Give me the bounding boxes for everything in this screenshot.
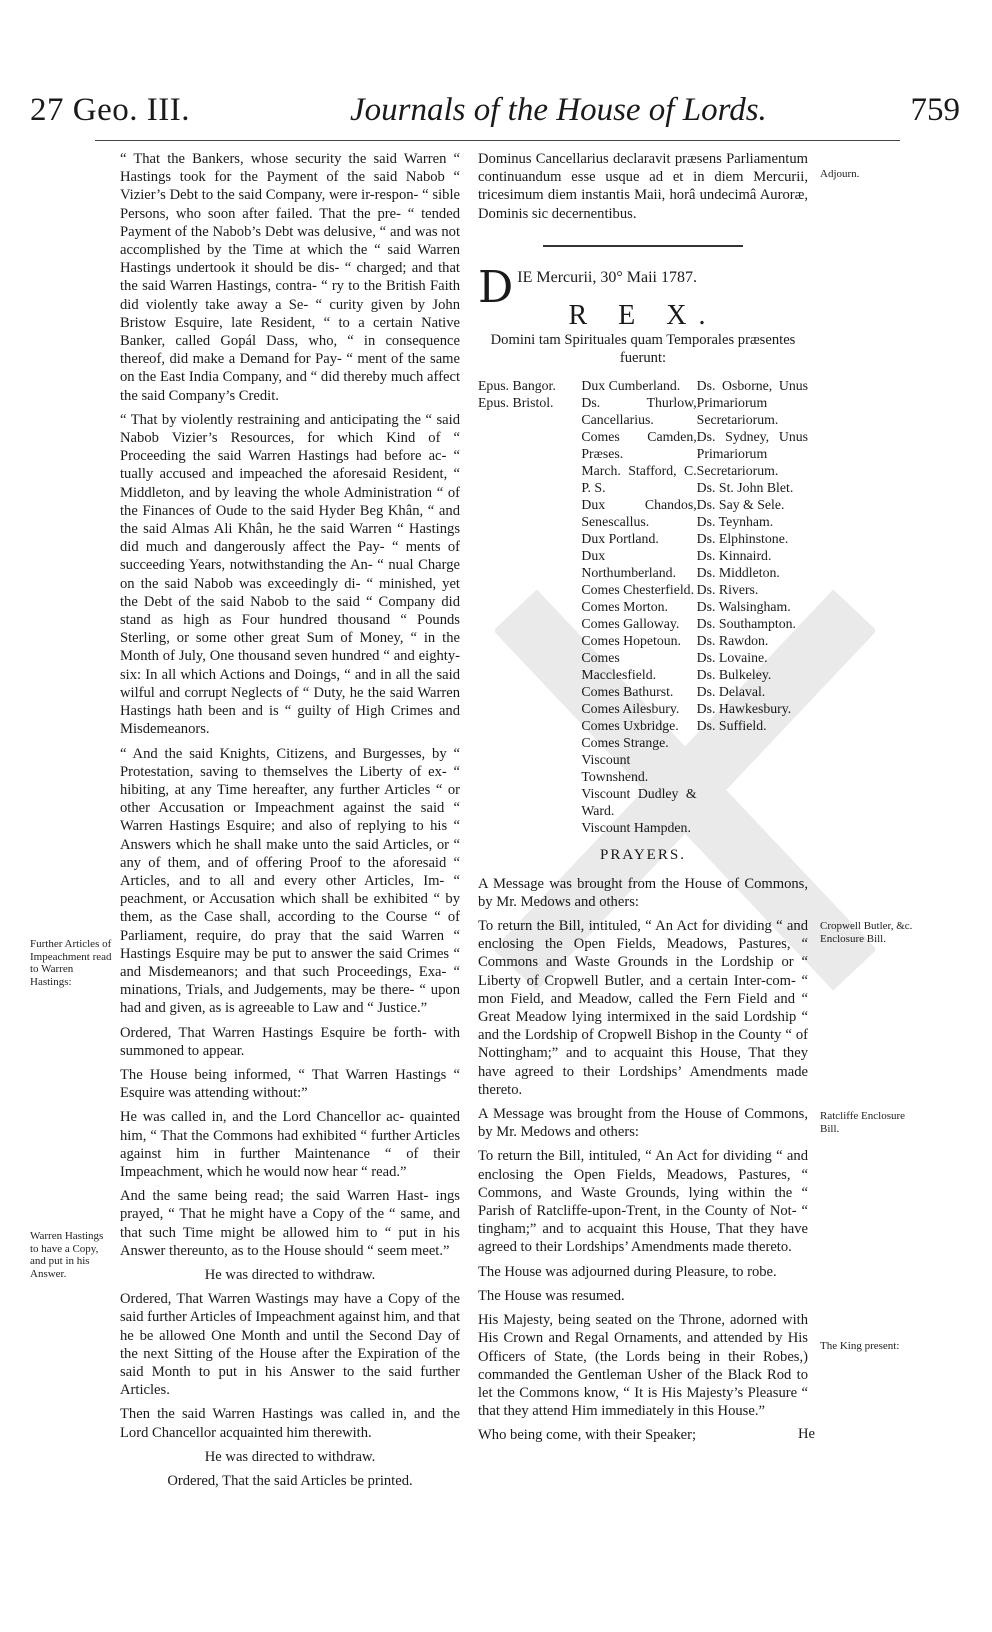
- paragraph-speaker: Who being come, with their Speaker;: [478, 1427, 697, 1444]
- attendance-entry: Viscount Townshend.: [581, 752, 649, 785]
- paragraph-king-present: His Majesty, being seated on the Throne, adorned with His Crown and Regal Ornaments, and attended by His Officers of State, (the Lords being in their Robes,) commanded the Gentleman Usher of the Black Rod to let the Commons know, “ It is His Majesty’s Pleasure “ that they attend Him immediately in this House.”: [478, 1312, 808, 1420]
- attendance-entry: March. Stafford, C. P. S.: [581, 463, 697, 496]
- paragraph-protestation: “ And the said Knights, Citizens, and Burgesses, by “ Protestation, saving to themselves the Liberty of ex- “ hibiting, at any Time hereafter, any further Articles “ or other Accusation or Impeachment against the said “ Warren Hastings Esquire; and also of replying to his “ Answers which he shall make unto the said Articles, or “ any of them, and of offering Proof to the aforesaid “ Articles, and to all and every other Articles, Im- “ peachment, or Accusation which shall be exhibited “ by them, as the Case shall, according to the Course “ of Parliament, require, do pray that the said Warren “ Hastings Esquire may be put to answer the said Crimes “ and Misdemeanors; and that such Proceedings, Exa- “ minations, Trials, and Judgements, may be there- “ upon had and given, as is agreeable to Law and “ Justice.”: [120, 745, 460, 1017]
- paragraph-copy-ordered: Ordered, That Warren Wastings may have a Copy of the said further Articles of Impeachment against him, and that he be allowed One Month and until the Second Day of the next Sitting of the House after the Expiration of the said Month to put in his Answer to the said further Articles.: [120, 1291, 461, 1399]
- margin-note-cropwell: Cropwell Butler, &c. Enclosure Bill.: [820, 920, 913, 945]
- attendance-barons: [697, 377, 808, 836]
- attendance-entry: Viscount Dudley & Ward.: [581, 786, 697, 819]
- rex-heading: R E X.: [568, 299, 718, 331]
- attendance-entry: Ds. Southampton.: [696, 616, 796, 632]
- paragraph-message-1: A Message was brought from the House of Commons, by Mr. Medows and others:: [478, 875, 808, 910]
- attendance-entry: Ds. Suffield.: [696, 718, 767, 734]
- attendance-entry: Ds. Middleton.: [696, 565, 780, 581]
- page-number: 759: [910, 92, 960, 128]
- attendance-entry: Ds. Osborne, Unus Primariorum Secretariorum.: [696, 378, 808, 428]
- prayers-heading: PRAYERS.: [600, 847, 686, 864]
- header-rule: [95, 140, 900, 141]
- attendance-entry: Epus. Bristol.: [478, 395, 554, 411]
- paragraph-printed: Ordered, That the said Articles be printed.: [167, 1473, 413, 1490]
- attendance-entry: Ds. Hawkesbury.: [696, 701, 792, 717]
- section-rule: [543, 245, 743, 247]
- present-lords-heading: Domini tam Spirituales quam Temporales præsentes fuerunt:: [490, 332, 796, 367]
- attendance-entry: Ds. Delaval.: [696, 684, 766, 700]
- attendance-entry: Ds. Lovaine.: [696, 650, 768, 666]
- attendance-entry: Ds. Thurlow, Cancellarius.: [581, 395, 697, 428]
- attendance-entry: Comes Macclesfield.: [581, 650, 657, 683]
- attendance-entry: Comes Camden, Præses.: [581, 429, 697, 462]
- margin-note-adjourn: Adjourn.: [820, 168, 860, 180]
- attendance-bishops: [478, 377, 581, 836]
- attendance-entry: Comes Morton.: [581, 599, 668, 615]
- attendance-entry: Ds. Rawdon.: [696, 633, 769, 649]
- attendance-entry: Ds. Elphinstone.: [696, 531, 789, 547]
- attendance-entry: Dux Portland.: [581, 531, 659, 547]
- paragraph-called-in: He was called in, and the Lord Chancellor ac- quainted him, “ That the Commons had exhibited “ further Articles against him in further Maintenance “ of their Impeachment, which he would now hear “ read.”: [120, 1109, 460, 1180]
- right-column: [478, 150, 808, 1451]
- margin-note-further-articles: Further Articles of Impeachment read to Warren Hastings:: [30, 938, 112, 988]
- paragraph-withdraw-2: He was directed to withdraw.: [204, 1448, 376, 1465]
- attendance-entry: Comes Hopetoun.: [581, 633, 682, 649]
- page-header: [30, 92, 960, 142]
- attendance-entry: Epus. Bangor.: [478, 378, 556, 394]
- paragraph-summoned: Ordered, That Warren Hastings Esquire be forth- with summoned to appear.: [120, 1024, 460, 1059]
- attendance-entry: Viscount Hampden.: [581, 820, 691, 836]
- attendance-entry: Ds. Kinnaird.: [696, 548, 772, 564]
- paragraph-cropwell-bill: To return the Bill, intituled, “ An Act for dividing “ and enclosing the Open Fields, Meadows, Pastures, “ Commons and Waste Grounds in the Lordship or “ Liberty of Cropwell Butler, and a certain Inter-com- “ mon Field, and Meadow, called the Fern Field and “ Great Meadow lying intermixed in the said Lordship “ and the Lordship of Cropwell Bishop in the County “ of Nottingham;” and to acquaint this House, That they have agreed to their Lordships’ Amendments made thereto.: [478, 918, 808, 1098]
- attendance-entry: Ds. St. John Blet.: [696, 480, 794, 496]
- attendance-entry: Comes Strange.: [581, 735, 669, 751]
- attendance-entry: Comes Bathurst.: [581, 684, 674, 700]
- margin-note-king-present: The King present:: [820, 1340, 900, 1352]
- margin-note-ratcliffe: Ratcliffe Enclosure Bill.: [820, 1110, 906, 1135]
- paragraph-acquainted: Then the said Warren Hastings was called in, and the Lord Chancellor acquainted him therewith.: [120, 1406, 460, 1441]
- paragraph-withdraw-1: He was directed to withdraw.: [204, 1266, 376, 1283]
- attendance-entry: Ds. Say & Sele.: [696, 497, 785, 513]
- attendance-entry: Comes Uxbridge.: [581, 718, 679, 734]
- paragraph-ratcliffe-bill: To return the Bill, intituled, “ An Act for dividing “ and enclosing the Open Fields, Meadows, Pastures, “ Commons, and Waste Grounds, lying within the “ Parish of Ratcliffe-upon-Trent, in the County of Not- “ tingham;” and to acquaint this House, That they have agreed to their Lordships’ Amendments made thereto.: [478, 1148, 808, 1256]
- attendance-entry: Ds. Rivers.: [696, 582, 759, 598]
- date-heading: [478, 261, 808, 313]
- attendance-entry: Comes Chesterfield.: [581, 582, 695, 598]
- attendance-entry: Ds. Walsingham.: [696, 599, 791, 615]
- drop-cap: D: [478, 261, 514, 313]
- paragraph-prayed: And the same being read; the said Warren Hast- ings prayed, “ That he might have a Copy of the “ same, and that such Time might be allowed him to “ put in his Answer thereunto, as to the House should “ seem meet.”: [120, 1188, 460, 1259]
- paragraph-adjourned-robe: The House was adjourned during Pleasure, to robe.: [478, 1263, 777, 1280]
- attendance-entry: Ds. Bulkeley.: [696, 667, 772, 683]
- paragraph-adjourn: Dominus Cancellarius declaravit præsens Parliamentum continuandum esse usque ad et in diem Mercurii, tricesimum diem instantis Maii, horâ undecimâ Auroræ, Dominis sic decernentibus.: [478, 151, 808, 222]
- margin-note-copy-answer: Warren Hastings to have a Copy, and put in his Answer.: [30, 1230, 104, 1280]
- attendance-entry: Dux Chandos, Senescallus.: [581, 497, 697, 530]
- catchword: He: [798, 1426, 816, 1442]
- attendance-list: [478, 377, 808, 836]
- attendance-entry: Comes Galloway.: [581, 616, 680, 632]
- regnal-year: 27 Geo. III.: [30, 92, 190, 128]
- left-column: [120, 150, 460, 1496]
- attendance-entry: Dux Northumberland.: [581, 548, 677, 581]
- attendance-peers: [581, 377, 696, 836]
- paragraph-message-2: A Message was brought from the House of Commons, by Mr. Medows and others:: [478, 1106, 808, 1141]
- attendance-entry: Ds. Teynham.: [696, 514, 774, 530]
- date-text: IE Mercurii, 30° Maii 1787.: [517, 268, 697, 286]
- paragraph-bankers: “ That the Bankers, whose security the said Warren “ Hastings took for the Payment of the said Nabob “ Vizier’s Debt to the said Company, were ir-respon- “ sible Persons, who soon after failed. That the pre- “ tended Payment of the Nabob’s Debt was delusive, “ and was not accomplished by the Time at which the “ said Warren Hastings undertook it should be dis- “ charged; and that the said Warren Hastings, contra- “ ry to the British Faith did violently take away a Se- “ curity given by John Bristow Esquire, late Resident, “ to a certain Native Banker, called Gopál Dass, who, “ in consequence thereof, did make a Demand for Pay- “ ment of the same on the East India Company, and “ did thereby much affect the said Company’s Credit.: [120, 151, 460, 404]
- paragraph-resumed: The House was resumed.: [478, 1287, 625, 1304]
- attendance-entry: Ds. Sydney, Unus Primariorum Secretariorum.: [696, 429, 808, 479]
- paragraph-resources: “ That by violently restraining and anticipating the “ said Nabob Vizier’s Resources, for which Kind of “ Proceeding the said Warren Hastings had before ac- “ tually accused and impeached the aforesaid Resident, “ Middleton, and by leaving the whole Administration “ of the Finances of Oude to the said Hyder Beg Khân, “ and the said Almas Ali Khân, he the said Warren “ Hastings did much and dangerously affect the Pay- “ ments of succeeding Years, notwithstanding the An- “ nual Charge on the said Nabob was exceedingly di- “ minished, yet the Debt of the said Nabob to the said “ Company did stand as high as Four hundred thousand “ Pounds Sterling, or some other great Sum of Money, “ in the Month of July, One thousand seven hundred “ and eighty-six: In all which Actions and Doings, “ and in all the said wilful and corrupt Neglects of “ Duty, he the said Warren Hastings hath been and is “ guilty of High Crimes and Misdemeanors.: [120, 411, 460, 738]
- paragraph-informed: The House being informed, “ That Warren Hastings “ Esquire was attending without:”: [120, 1066, 460, 1102]
- journal-title: Journals of the House of Lords.: [350, 92, 767, 128]
- attendance-entry: Comes Ailesbury.: [581, 701, 680, 717]
- attendance-entry: Dux Cumberland.: [581, 378, 681, 394]
